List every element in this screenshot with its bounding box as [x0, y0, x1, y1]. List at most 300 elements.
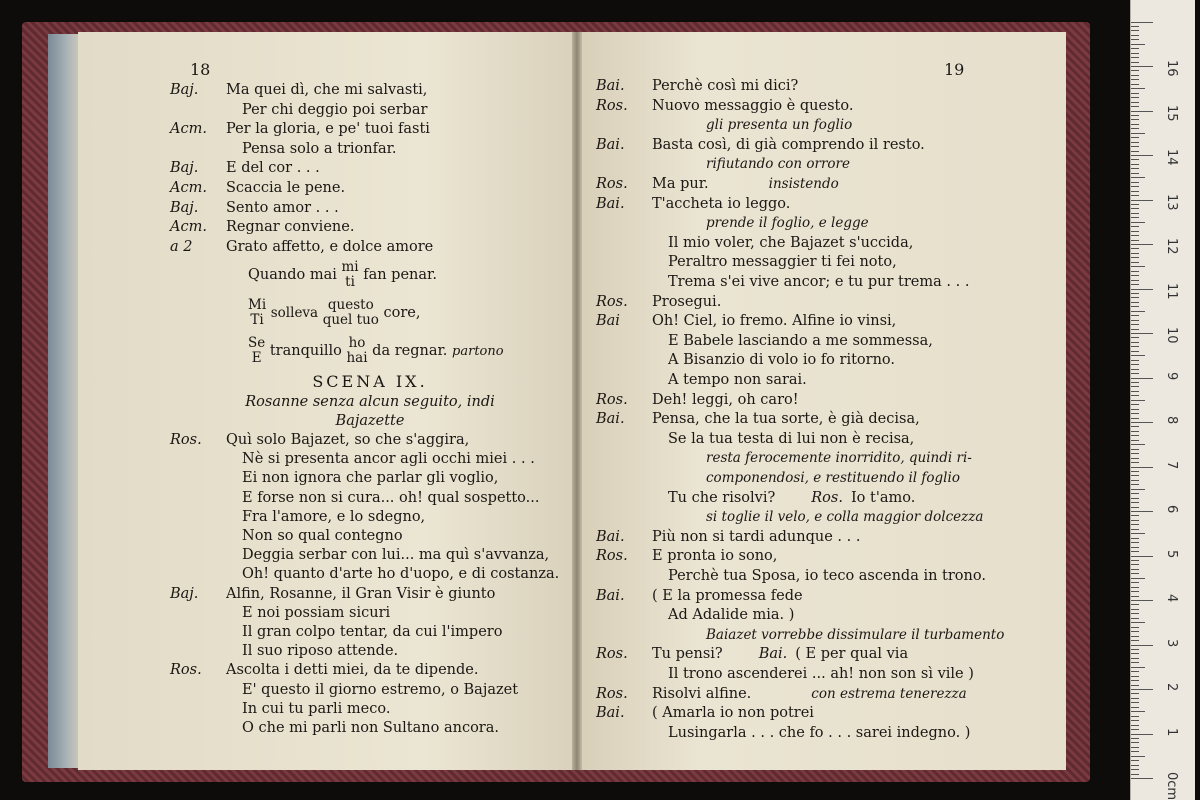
duet-alt: mi	[341, 259, 359, 275]
ruler-tick	[1131, 640, 1139, 641]
ruler-tick	[1131, 191, 1139, 192]
ruler-tick	[1131, 409, 1139, 410]
speaker-label: Acm.	[170, 219, 207, 236]
speaker-label: Bai.	[596, 411, 625, 428]
ruler-tick	[1131, 369, 1139, 370]
verse-line	[596, 605, 794, 625]
verse-text: ( E per qual via	[795, 646, 909, 663]
verse-line	[596, 115, 853, 135]
duet-alt: quel tuo	[322, 312, 379, 328]
ruler-tick	[1131, 66, 1153, 67]
ruler-tick	[1131, 30, 1139, 31]
verse-text: Il mio voler, che Bajazet s'uccida,	[668, 234, 914, 251]
ruler-tick	[1131, 658, 1139, 659]
ruler-tick	[1131, 431, 1139, 432]
verse-text: Non so qual contegno	[242, 528, 403, 544]
ruler-tick	[1131, 511, 1153, 512]
ruler-tick	[1131, 551, 1139, 552]
verse-line	[596, 488, 915, 508]
ruler-tick	[1131, 422, 1153, 423]
verse-text: Ad Adalide mia. )	[668, 607, 795, 624]
speaker-label: Ros.	[811, 489, 843, 506]
ruler-label: 6	[1164, 505, 1179, 514]
verse-line	[596, 154, 850, 174]
ruler-label: 4	[1164, 594, 1179, 603]
ruler-tick	[1131, 400, 1145, 401]
ruler-tick	[1131, 351, 1139, 352]
ruler-tick	[1131, 778, 1153, 779]
verse-text: E Babele lasciando a me sommessa,	[668, 332, 933, 349]
speaker-label: Bai.	[596, 587, 625, 604]
ruler-tick	[1131, 337, 1139, 338]
verse-text: Scaccia le pene.	[226, 180, 346, 196]
verse-text: Ei non ignora che parlar gli voglio,	[242, 470, 499, 487]
verse-text: Per la gloria, e pe' tuoi fasti	[226, 121, 430, 138]
ruler-tick	[1131, 769, 1139, 770]
verse-text: Basta così, di già comprendo il resto.	[652, 136, 925, 153]
stage-direction: si toglie il velo, e colla maggior dolcezza	[706, 509, 984, 526]
ruler-tick	[1131, 168, 1139, 169]
ruler-tick	[1131, 391, 1139, 392]
verse-text: Peraltro messaggier ti fei noto,	[668, 254, 897, 271]
verse-text: Prosegui.	[652, 293, 722, 310]
ruler-tick	[1131, 79, 1139, 80]
verse-line	[596, 429, 914, 449]
ruler-tick	[1131, 231, 1139, 232]
ruler-tick	[1131, 515, 1139, 516]
verse-text: Tu che risolvi?	[668, 489, 776, 506]
ruler-tick	[1131, 195, 1139, 196]
duet-alt: ti	[345, 274, 355, 290]
ruler-tick	[1131, 698, 1139, 699]
ruler-tick	[1131, 284, 1139, 285]
verse-line	[596, 684, 967, 704]
ruler-tick	[1131, 533, 1145, 534]
ruler-tick	[1131, 342, 1139, 343]
verse-text: Ma pur.	[652, 176, 709, 192]
ruler-tick	[1131, 742, 1139, 743]
ruler-tick	[1131, 137, 1139, 138]
ruler-tick	[1131, 587, 1139, 588]
ruler-tick	[1131, 449, 1139, 450]
ruler-tick	[1131, 493, 1139, 494]
ruler-tick	[1131, 159, 1139, 160]
verse-line	[596, 390, 799, 410]
verse-text: Trema s'ei vive ancor; e tu pur trema . . .	[668, 274, 970, 290]
ruler-tick	[1131, 271, 1139, 272]
ruler-tick	[1131, 604, 1139, 605]
measuring-ruler	[1130, 0, 1195, 800]
verse-line	[596, 409, 920, 429]
verse-text: Nè si presenta ancor agli occhi miei . . .	[242, 451, 535, 468]
ruler-tick	[1131, 489, 1145, 490]
ruler-tick	[1131, 88, 1145, 89]
ruler-tick	[1131, 538, 1139, 539]
verse-text: E pronta io sono,	[652, 548, 778, 565]
duet-alt: hai	[346, 350, 368, 366]
ruler-tick	[1131, 734, 1153, 735]
verse-text: Pensa solo a trionfar.	[242, 140, 397, 157]
verse-text: Io t'amo.	[850, 489, 916, 506]
verse-text: Perchè tua Sposa, io teco ascenda in trono.	[668, 568, 986, 584]
duet-text: solleva	[270, 305, 319, 321]
ruler-tick	[1131, 756, 1145, 757]
ruler-tick	[1131, 200, 1153, 201]
verse-text: Quì solo Bajazet, so che s'aggira,	[226, 432, 470, 448]
ruler-label: 10	[1164, 327, 1179, 344]
ruler-tick	[1131, 613, 1139, 614]
verse-line	[596, 527, 860, 547]
ruler-tick	[1131, 671, 1139, 672]
verse-line	[596, 566, 986, 586]
speaker-label: Ros.	[596, 293, 628, 310]
speaker-label: Ros.	[170, 432, 202, 448]
duet-text: tranquillo	[269, 343, 342, 359]
ruler-tick	[1131, 364, 1139, 365]
verse-text: Più non si tardi adunque . . .	[652, 528, 861, 545]
verse-text: Alfin, Rosanne, il Gran Visir è giunto	[226, 585, 496, 602]
ruler-label: 14	[1164, 149, 1179, 166]
ruler-tick	[1131, 667, 1145, 668]
ruler-tick	[1131, 151, 1139, 152]
speaker-label: Bai.	[596, 78, 625, 94]
ruler-tick	[1131, 373, 1139, 374]
stage-direction: gli presenta un foglio	[706, 117, 853, 134]
verse-text: Sento amor . . .	[226, 199, 339, 216]
ruler-tick	[1131, 378, 1153, 379]
verse-text: Se la tua testa di lui non è recisa,	[668, 430, 915, 447]
ruler-tick	[1131, 627, 1139, 628]
ruler-tick	[1131, 248, 1139, 249]
ruler-tick	[1131, 293, 1139, 294]
verse-text: Risolvi alfine.	[652, 685, 752, 702]
ruler-label: 3	[1164, 638, 1179, 647]
ruler-tick	[1131, 26, 1139, 27]
ruler-tick	[1131, 62, 1139, 63]
ruler-tick	[1131, 569, 1139, 570]
ruler-tick	[1131, 222, 1145, 223]
verse-line	[596, 233, 913, 253]
duet-text: core,	[383, 305, 421, 321]
ruler-tick	[1131, 751, 1139, 752]
verse-text: A Bisanzio di volo io fo ritorno.	[668, 352, 896, 369]
speaker-label: Baj.	[170, 585, 199, 602]
ruler-tick	[1131, 413, 1139, 414]
verse-text: Deggia serbar con lui... ma quì s'avvanza,	[242, 547, 550, 564]
speaker-label: Bai.	[596, 705, 625, 722]
speaker-label: Ros.	[596, 176, 628, 192]
ruler-tick	[1131, 164, 1139, 165]
verse-line	[596, 252, 897, 272]
ruler-tick	[1131, 689, 1153, 690]
ruler-tick	[1131, 702, 1139, 703]
ruler-tick	[1131, 418, 1139, 419]
ruler-tick	[1131, 35, 1139, 36]
ruler-tick	[1131, 297, 1139, 298]
verse-line	[596, 723, 970, 743]
stage-direction: prende il foglio, e legge	[706, 215, 869, 232]
ruler-tick	[1131, 289, 1153, 290]
verse-line	[596, 625, 1005, 645]
ruler-tick	[1131, 542, 1139, 543]
ruler-tick	[1131, 244, 1153, 245]
ruler-tick	[1131, 693, 1139, 694]
ruler-tick	[1131, 333, 1153, 334]
verse-line	[596, 272, 969, 292]
verse-text: Regnar conviene.	[226, 219, 355, 236]
ruler-tick	[1131, 426, 1139, 427]
speaker-label: Baj.	[170, 82, 199, 98]
verse-text: ( E la promessa fede	[652, 587, 803, 604]
ruler-tick	[1131, 556, 1153, 557]
ruler-tick	[1131, 676, 1139, 677]
ruler-tick	[1131, 155, 1153, 156]
ruler-tick	[1131, 84, 1139, 85]
ruler-tick	[1131, 440, 1139, 441]
ruler-label: 15	[1164, 104, 1179, 122]
stage-direction: rifiutando con orrore	[706, 156, 850, 173]
verse-text: Il trono ascenderei ... ah! non son sì vile )	[668, 666, 974, 682]
ruler-tick	[1131, 97, 1139, 98]
ruler-tick	[1131, 355, 1145, 356]
verse-line	[596, 370, 807, 390]
ruler-tick	[1131, 133, 1145, 134]
duet-text: Quando mai	[248, 267, 337, 283]
ruler-tick	[1131, 226, 1139, 227]
ruler-tick	[1131, 591, 1139, 592]
duet-alt: ho	[348, 335, 366, 351]
ruler-tick	[1131, 124, 1139, 125]
ruler-tick	[1131, 102, 1139, 103]
ruler-tick	[1131, 653, 1139, 654]
ruler-tick	[1131, 484, 1139, 485]
ruler-tick	[1131, 386, 1139, 387]
speaker-label: Baj.	[170, 160, 199, 177]
ruler-tick	[1131, 266, 1145, 267]
ruler-tick	[1131, 106, 1139, 107]
ruler-tick	[1131, 53, 1139, 54]
ruler-label: 8	[1164, 416, 1179, 425]
speaker-label: Ros.	[170, 662, 202, 679]
ruler-label: 1	[1164, 727, 1179, 736]
verse-text: E' questo il giorno estremo, o Bajazet	[242, 681, 519, 698]
verse-line	[596, 703, 814, 723]
verse-text: Deh! leggi, oh caro!	[652, 391, 799, 408]
speaker-label: Acm.	[170, 121, 207, 138]
speaker-label: Ros.	[596, 97, 628, 114]
ruler-tick	[1131, 747, 1139, 748]
ruler-tick	[1131, 502, 1139, 503]
ruler-tick	[1131, 471, 1139, 472]
ruler-tick	[1131, 186, 1139, 187]
verse-text: Tu pensi?	[652, 646, 723, 663]
ruler-label: 7	[1164, 460, 1179, 469]
verse-line	[596, 76, 798, 96]
speaker-label: Acm.	[170, 180, 207, 196]
ruler-tick	[1131, 173, 1139, 174]
ruler-tick	[1131, 257, 1139, 258]
ruler-tick	[1131, 573, 1139, 574]
ruler-tick	[1131, 240, 1139, 241]
ruler-tick	[1131, 320, 1139, 321]
ruler-tick	[1131, 275, 1139, 276]
verse-line	[596, 468, 960, 488]
stage-direction: insistendo	[768, 176, 839, 192]
speaker-label: Bai.	[596, 528, 625, 545]
duet-alt: Se	[248, 335, 266, 351]
ruler-tick	[1131, 306, 1139, 307]
verse-line	[596, 194, 790, 214]
ruler-label: 12	[1164, 238, 1179, 255]
verse-text: Grato affetto, e dolce amore	[226, 238, 434, 255]
ruler-tick	[1131, 720, 1139, 721]
ruler-tick	[1131, 716, 1139, 717]
ruler-tick	[1131, 622, 1145, 623]
ruler-tick	[1131, 44, 1145, 45]
ruler-label: 0cm	[1164, 772, 1179, 800]
ruler-tick	[1131, 662, 1139, 663]
stage-direction: partono	[452, 344, 504, 359]
ruler-tick	[1131, 685, 1139, 686]
stage-direction: resta ferocemente inorridito, quindi ri-	[706, 450, 972, 467]
verse-line	[596, 586, 803, 606]
ruler-tick	[1131, 462, 1139, 463]
speaker-label: Ros.	[596, 685, 628, 702]
ruler-tick	[1131, 280, 1139, 281]
duet-alt: Ti	[250, 312, 264, 328]
verse-line	[596, 448, 972, 468]
speaker-label: Bai.	[596, 195, 625, 212]
ruler-label: 11	[1164, 282, 1179, 300]
ruler-tick	[1131, 444, 1145, 445]
verse-text: Lusingarla . . . che fo . . . sarei indegno. )	[668, 724, 971, 741]
ruler-tick	[1131, 119, 1139, 120]
ruler-tick	[1131, 382, 1139, 383]
ruler-tick	[1131, 524, 1139, 525]
ruler-tick	[1131, 39, 1139, 40]
verse-line	[596, 311, 896, 331]
verse-line	[596, 664, 974, 684]
ruler-tick	[1131, 578, 1145, 579]
duet-alt: Mi	[248, 297, 267, 313]
verse-text: Ascolta i detti miei, da te dipende.	[226, 662, 479, 679]
ruler-tick	[1131, 774, 1139, 775]
verse-line	[596, 507, 984, 527]
ruler-tick	[1131, 213, 1139, 214]
verse-text: Nuovo messaggio è questo.	[652, 97, 854, 114]
speaker-label: Bai.	[758, 646, 788, 663]
verse-text: Per chi deggio poi serbar	[242, 101, 428, 118]
ruler-tick	[1131, 725, 1139, 726]
ruler-label: 16	[1164, 60, 1179, 77]
ruler-tick	[1131, 507, 1139, 508]
verse-text: Pensa, che la tua sorte, è già decisa,	[652, 411, 920, 428]
ruler-tick	[1131, 115, 1139, 116]
ruler-label: 5	[1164, 549, 1179, 558]
ruler-tick	[1131, 458, 1139, 459]
ruler-tick	[1131, 395, 1139, 396]
verse-text: Il suo riposo attende.	[242, 643, 399, 660]
speaker-label: a 2	[170, 238, 193, 255]
ruler-tick	[1131, 315, 1139, 316]
verse-text: Oh! quanto d'arte ho d'uopo, e di costanza.	[242, 566, 560, 583]
ruler-tick	[1131, 208, 1139, 209]
ruler-tick	[1131, 435, 1139, 436]
stage-direction: Baiazet vorrebbe dissimulare il turbamento	[706, 626, 1005, 643]
page-number: 19	[944, 60, 965, 79]
ruler-tick	[1131, 520, 1139, 521]
speaker-label: Ros.	[596, 391, 628, 408]
duet-alt: E	[251, 350, 262, 366]
speaker-label: Bai	[596, 313, 620, 330]
verse-text: E del cor . . .	[226, 160, 320, 177]
ruler-tick	[1131, 453, 1139, 454]
ruler-tick	[1131, 404, 1139, 405]
ruler-tick	[1131, 760, 1139, 761]
verse-text: Il gran colpo tentar, da cui l'impero	[242, 624, 503, 640]
ruler-tick	[1131, 346, 1139, 347]
ruler-tick	[1131, 70, 1139, 71]
verse-text: E noi possiam sicuri	[242, 604, 391, 621]
verse-text: E forse non si cura... oh! qual sospetto...	[242, 489, 540, 506]
ruler-tick	[1131, 680, 1139, 681]
verse-line	[596, 644, 908, 664]
verse-line	[596, 331, 933, 351]
speaker-label: Bai.	[596, 136, 625, 153]
ruler-tick	[1131, 48, 1139, 49]
page-number: 18	[190, 60, 211, 79]
ruler-tick	[1131, 217, 1139, 218]
stage-direction: con estrema tenerezza	[811, 685, 967, 702]
ruler-tick	[1131, 235, 1139, 236]
ruler-tick	[1131, 146, 1139, 147]
ruler-tick	[1131, 765, 1139, 766]
ruler-tick	[1131, 182, 1139, 183]
ruler-tick	[1131, 75, 1139, 76]
ruler-tick	[1131, 480, 1139, 481]
verse-text: ( Amarla io non potrei	[652, 705, 814, 722]
ruler-tick	[1131, 729, 1139, 730]
verse-text: Oh! Ciel, io fremo. Alfine io vinsi,	[652, 313, 897, 330]
ruler-tick	[1131, 475, 1139, 476]
scene-description: Rosanne senza alcun seguito, indi	[245, 394, 495, 410]
ruler-tick	[1131, 707, 1139, 708]
verse-text: In cui tu parli meco.	[242, 700, 391, 717]
ruler-tick	[1131, 600, 1153, 601]
ruler-tick	[1131, 631, 1139, 632]
ruler-tick	[1131, 636, 1139, 637]
speaker-label: Ros.	[596, 548, 628, 565]
stage-direction: componendosi, e restituendo il foglio	[706, 470, 960, 486]
verse-line	[596, 213, 869, 233]
speaker-label: Baj.	[170, 199, 199, 216]
ruler-tick	[1131, 93, 1139, 94]
ruler-tick	[1131, 253, 1139, 254]
ruler-tick	[1131, 645, 1153, 646]
speaker-label: Ros.	[596, 646, 628, 663]
ruler-tick	[1131, 324, 1139, 325]
scene-description: Bajazette	[335, 413, 405, 429]
duet-alt: questo	[327, 297, 374, 313]
ruler-label: 13	[1164, 193, 1179, 211]
ruler-tick	[1131, 142, 1139, 143]
ruler-tick	[1131, 128, 1139, 129]
ruler-tick	[1131, 22, 1153, 23]
ruler-tick	[1131, 204, 1139, 205]
ruler-tick	[1131, 498, 1139, 499]
verse-line	[596, 174, 839, 194]
ruler-tick	[1131, 177, 1145, 178]
